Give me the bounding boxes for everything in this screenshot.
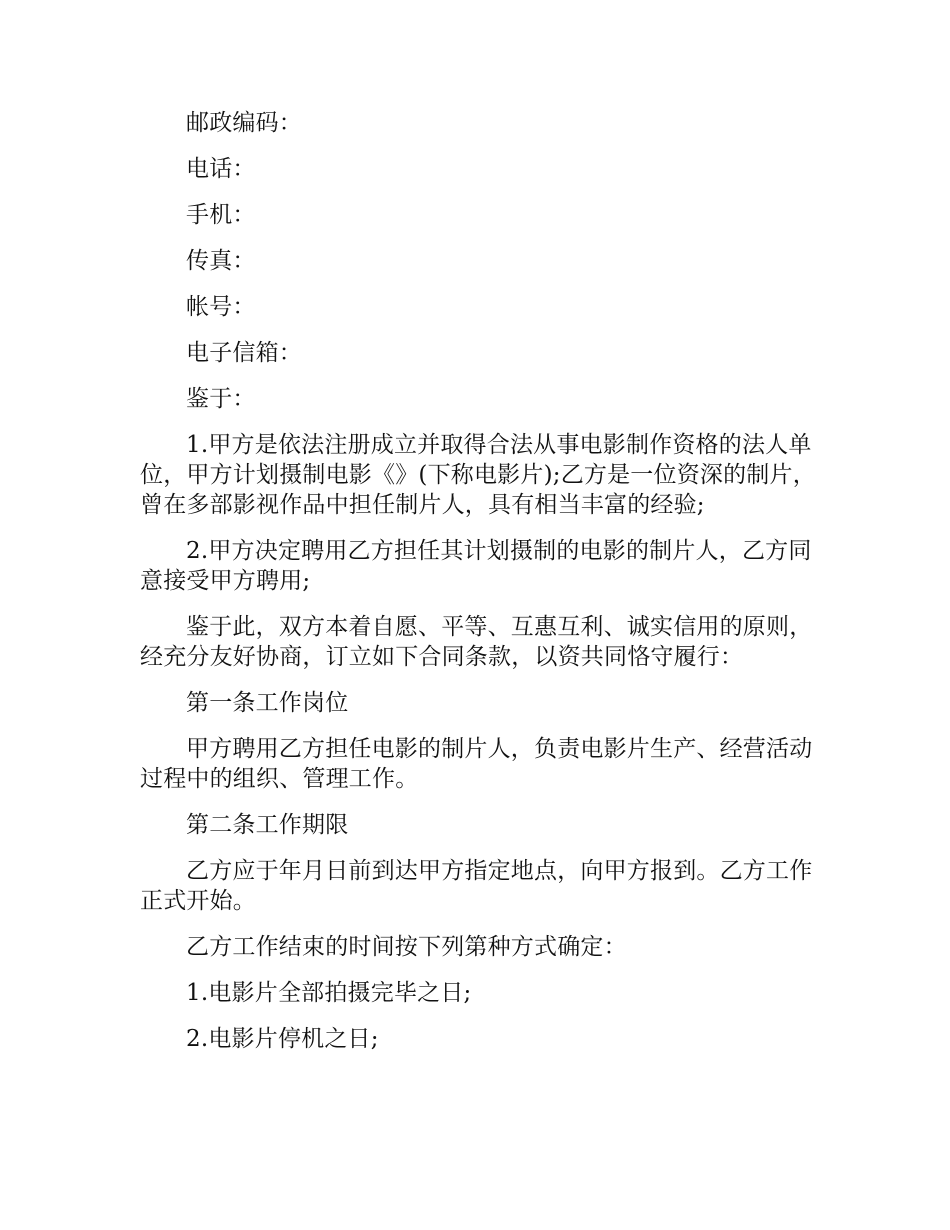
- field-account: 帐号：: [186, 294, 256, 320]
- document-body: [140, 108, 830, 1070]
- article-1-heading: 第一条工作岗位: [186, 690, 349, 716]
- article-2-option-1: 1.电影片全部拍摄完毕之日;: [186, 980, 472, 1006]
- article-1-body: 甲方聘用乙方担任电影的制片人，负责电影片生产、经营活动过程中的组织、管理工作。: [140, 736, 813, 792]
- field-email: 电子信箱：: [186, 340, 302, 366]
- recital-item-2: 2.甲方决定聘用乙方担任其计划摄制的电影的制片人，乙方同意接受甲方聘用;: [140, 538, 812, 594]
- article-2-end-intro: 乙方工作结束的时间按下列第种方式确定：: [186, 934, 627, 960]
- recital-conclusion: 鉴于此，双方本着自愿、平等、互惠互利、诚实信用的原则，经充分友好协商，订立如下合同条款，以资共同恪守履行：: [140, 614, 813, 670]
- article-2-heading: 第二条工作期限: [186, 812, 349, 838]
- recitals-heading: 鉴于：: [186, 386, 256, 412]
- article-2-body: 乙方应于年月日前到达甲方指定地点，向甲方报到。乙方工作正式开始。: [140, 858, 813, 914]
- field-mobile: 手机：: [186, 202, 256, 228]
- article-2-option-2: 2.电影片停机之日;: [186, 1026, 379, 1052]
- field-postal-code: 邮政编码：: [186, 110, 302, 136]
- field-fax: 传真：: [186, 248, 256, 274]
- recital-item-1: 1.甲方是依法注册成立并取得合法从事电影制作资格的法人单位，甲方计划摄制电影《》(下称电影片);乙方是一位资深的制片，曾在多部影视作品中担任制片人，具有相当丰富的经验;: [140, 432, 816, 518]
- field-phone: 电话：: [186, 156, 256, 182]
